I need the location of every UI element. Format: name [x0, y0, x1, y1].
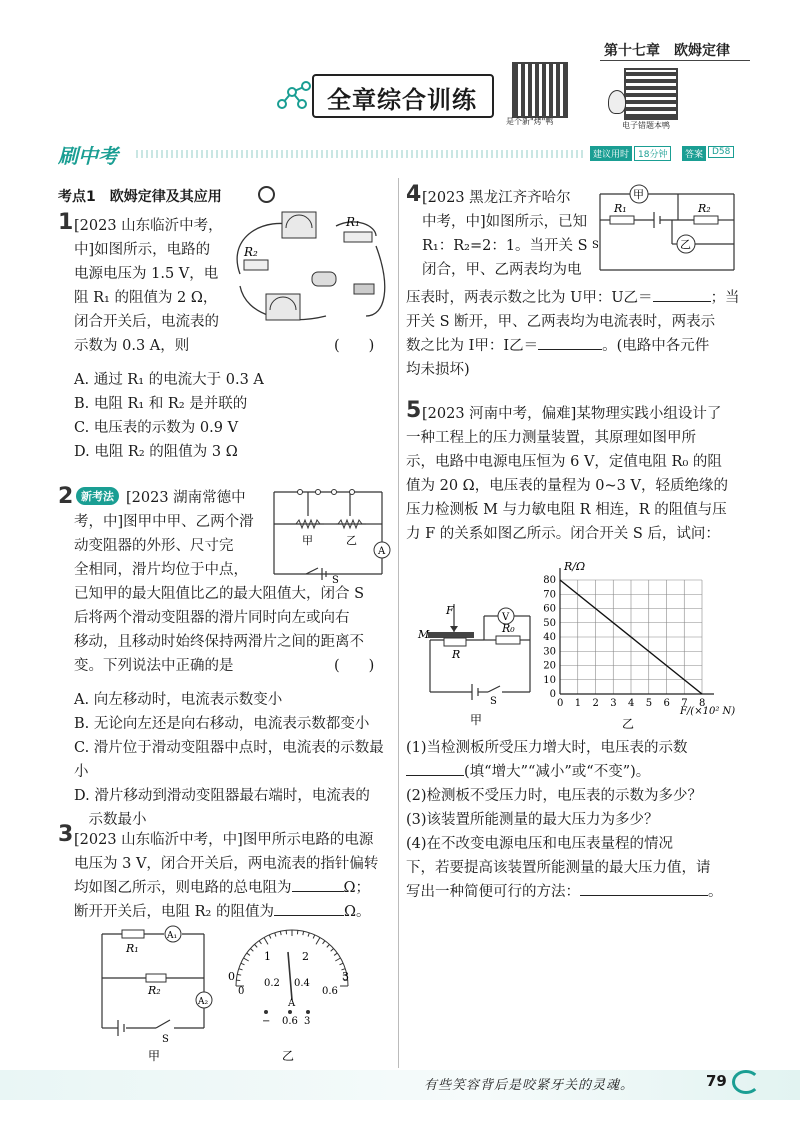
- chart-x-tick: 5: [645, 698, 653, 709]
- chart-ylabel: R/Ω: [564, 560, 586, 573]
- q3-term-06: 0.6: [282, 1016, 298, 1027]
- chart-y-tick: 60: [543, 603, 556, 615]
- dial-tick: [334, 953, 337, 955]
- q1-line: [2023 山东临沂中考，: [74, 218, 223, 234]
- chart-x-tick: 1: [574, 698, 582, 709]
- q4-line: R₁：R₂=2：1。当开关 S: [422, 238, 588, 254]
- page-number: 79: [706, 1072, 727, 1090]
- q4-circuit-figure: [592, 180, 742, 280]
- chart-y-tick: 40: [543, 632, 556, 643]
- q3-fig-s: S: [162, 1034, 169, 1045]
- q3-caption-left: 甲: [148, 1049, 161, 1063]
- q3-fig-a1: A₁: [167, 931, 178, 941]
- q3-caption-right: 乙: [282, 1049, 295, 1063]
- q2-option-c[interactable]: C. 滑片位于滑动变阻器中点时，电流表的示数最小: [74, 740, 384, 780]
- q3-line: 电压为 3 V，闭合开关后，两电流表的指针偏转: [74, 856, 379, 872]
- chart-x-tick: 4: [628, 698, 635, 709]
- q3-term-neg: −: [262, 1016, 271, 1027]
- q3-fig-a2: A₂: [198, 997, 209, 1007]
- dial-tick: [316, 938, 320, 945]
- qr2-caption: 电子错题本鸭: [622, 121, 670, 130]
- q1-line: 闭合开关后，电流表的: [74, 314, 219, 330]
- chapter-header: 第十七章 欧姆定律: [604, 43, 730, 59]
- q3-tick-bot-3: 0.6: [322, 986, 338, 997]
- q3-unit-2: Ω: [343, 904, 356, 920]
- qr-code-1[interactable]: [512, 62, 568, 118]
- q4-stem-bottom: [406, 286, 746, 382]
- q2-circuit-figure: [270, 484, 394, 584]
- q2-fig-a: A: [378, 546, 386, 557]
- banner-title: 全章综合训练: [327, 86, 477, 114]
- q5-line: 力 F 的关系如图乙所示。闭合开关 S 后，试问：: [406, 526, 720, 542]
- q4-line: 均未损坏): [406, 362, 470, 378]
- q3-number: 3: [58, 822, 74, 847]
- target-icon: [258, 186, 275, 203]
- q4-fig-r2: R₂: [698, 202, 711, 215]
- q3-line-3: [74, 876, 394, 900]
- dial-tick: [255, 944, 258, 947]
- topic-title: 考点1 欧姆定律及其应用: [58, 189, 222, 205]
- q1-circuit-figure: [226, 206, 392, 332]
- dial-tick: [264, 938, 268, 945]
- q5-sub-2: (2)检测板不受压力时，电压表的示数为多少？: [406, 788, 703, 804]
- chart-y-tick: 80: [543, 575, 556, 586]
- q1-line: 中]如图所示，电路的: [74, 242, 211, 258]
- q5-sub-3: (3)该装置所能测量的最大压力为多少？: [406, 812, 659, 828]
- dashed-divider: [136, 150, 584, 158]
- q2-line: 移动，且移动时始终保持两滑片之间的距离不: [74, 634, 364, 650]
- q1-bracket: ( ): [334, 338, 375, 354]
- q1-option-b[interactable]: B. 电阻 R₁ 和 R₂ 是并联的: [74, 396, 248, 412]
- q3-tick-bot-1: 0.2: [264, 978, 280, 989]
- molecule-icon: [276, 78, 316, 112]
- q2-number: 2: [58, 484, 74, 509]
- q2-stem-top: [74, 486, 274, 582]
- q5-stem: [406, 402, 752, 546]
- q2-line: 已知甲的最大阻值比乙的最大阻值大，闭合 S: [74, 586, 365, 602]
- q4-text: 数之比为 I甲：I乙＝: [406, 338, 539, 354]
- q5-line: 值为 20 Ω，电压表的量程为 0~3 V，轻质绝缘的: [406, 478, 728, 494]
- q5-blank-1[interactable]: [406, 775, 464, 776]
- q5-line: 压力检测板 M 与力敏电阻 R 相连，R 的阻值与压: [406, 502, 727, 518]
- time-value: 18分钟: [634, 146, 671, 161]
- q2-options: [74, 688, 394, 832]
- footer-band: [0, 1070, 800, 1100]
- dial-tick: [331, 949, 334, 952]
- q1-options: [74, 368, 264, 464]
- q2-fig-jia: 甲: [302, 534, 313, 547]
- dial-tick: [340, 963, 344, 965]
- q3-end: 。: [355, 904, 371, 920]
- column-divider: [398, 178, 399, 1068]
- dial-tick: [239, 969, 243, 970]
- q5-line: 一种工程上的压力测量装置，其原理如图甲所: [406, 430, 696, 446]
- q3-fig-r2: R₂: [148, 984, 161, 997]
- dial-tick: [269, 935, 271, 939]
- q2-bracket: ( ): [334, 658, 375, 674]
- q3-blank-2[interactable]: [274, 915, 344, 916]
- brand-label: 刷中考: [58, 144, 118, 168]
- q4-blank-1[interactable]: [653, 301, 711, 302]
- chart-xlabel: F/(×10² N): [680, 706, 736, 717]
- dial-tick: [303, 931, 304, 935]
- q4-fig-s: S: [592, 240, 599, 251]
- q5-number: 5: [406, 398, 422, 423]
- q3-tick-bot-0: 0: [238, 986, 245, 997]
- header-rule: [600, 60, 750, 61]
- q3-text: 均如图乙所示，则电路的总电阻为: [74, 880, 292, 896]
- chart-x-tick: 2: [592, 698, 599, 709]
- answer-value: D58: [708, 146, 734, 158]
- q5-device-figure: [414, 596, 542, 730]
- dial-tick: [259, 941, 261, 944]
- q4-fig-yi: 乙: [680, 238, 691, 251]
- q1-line: 示数为 0.3 A，则: [74, 338, 190, 354]
- q1-option-d[interactable]: D. 电阻 R₂ 的阻值为 3 Ω: [74, 444, 238, 460]
- q5-sub-4b: 下，若要提高该装置所能测量的最大压力值，请: [406, 860, 711, 876]
- dial-tick: [327, 944, 330, 947]
- q3-term-3: 3: [304, 1016, 311, 1027]
- q4-blank-2[interactable]: [538, 349, 602, 350]
- q4-line: 开关 S 断开，甲、乙两表均为电流表时，两表示: [406, 314, 716, 330]
- q1-line: 阻 R₁ 的阻值为 2 Ω，: [74, 290, 218, 306]
- q4-text: ；当: [710, 290, 740, 306]
- q5-fig-v: V: [502, 612, 510, 623]
- q1-fig-r2: R₂: [244, 245, 258, 259]
- q5-text: (填“增大”“减小”或“不变”)。: [464, 764, 651, 780]
- q2-option-a[interactable]: A. 向左移动时，电流表示数变小: [74, 692, 283, 708]
- q5-fig-m: M: [418, 628, 430, 641]
- dial-tick: [323, 941, 325, 944]
- q3-stem: [74, 828, 394, 924]
- dial-tick: [280, 931, 281, 935]
- q5-subquestions: [406, 736, 751, 904]
- q3-tick-top-0: 0: [228, 970, 235, 983]
- q1-option-a[interactable]: A. 通过 R₁ 的电流大于 0.3 A: [74, 372, 264, 388]
- dial-tick: [237, 974, 241, 975]
- q5-chart: [538, 560, 742, 732]
- q2-line: 考，中]图甲中甲、乙两个滑: [74, 514, 254, 530]
- q3-tick-bot-2: 0.4: [294, 978, 310, 989]
- q2-line: 后将两个滑动变阻器的滑片同时向左或向右: [74, 610, 350, 626]
- q5-line: 示，电路中电源电压恒为 6 V，定值电阻 R₀ 的阻: [406, 454, 722, 470]
- q1-fig-r1: R₁: [346, 215, 360, 229]
- q3-meter-a: A: [288, 998, 296, 1009]
- q3-sep: ；: [355, 880, 371, 896]
- chart-y-tick: 0: [549, 689, 556, 700]
- q3-text: 断开开关后，电阻 R₂ 的阻值为: [74, 904, 274, 920]
- q5-text: 写出一种简便可行的方法：: [406, 884, 580, 900]
- q4-text: 压表时，两表示数之比为 U甲：U乙＝: [406, 290, 653, 306]
- dial-tick: [313, 935, 315, 939]
- q3-tick-top-1: 1: [264, 950, 271, 963]
- q2-option-b[interactable]: B. 无论向左还是向右移动，电流表示数都变小: [74, 716, 370, 732]
- q5-line: [2023 河南中考，偏难]某物理实践小组设计了: [422, 406, 722, 422]
- q5-caption-left: 甲: [470, 713, 483, 727]
- q5-caption-right: 乙: [622, 717, 635, 731]
- q3-fig-r1: R₁: [126, 942, 139, 955]
- q5-sub-1b: [406, 760, 751, 784]
- q5-sub-4c: 写出一种简便可行的方法： 。: [406, 884, 723, 900]
- q4-number: 4: [406, 182, 422, 207]
- chart-x-tick: 3: [610, 698, 617, 709]
- q3-unit-1: Ω: [343, 880, 356, 896]
- chart-y-tick: 50: [543, 617, 556, 629]
- footer-motto: 有些笑容背后是咬紧牙关的灵魂。: [424, 1078, 635, 1093]
- q2-line: [2023 湖南常德中: [126, 490, 246, 506]
- q4-line: 闭合，甲、乙两表均为电: [422, 262, 582, 278]
- q4-fig-r1: R₁: [614, 202, 627, 215]
- chart-x-tick: 7: [681, 698, 688, 709]
- qr-code-2[interactable]: [624, 68, 678, 120]
- q2-fig-s: S: [332, 575, 339, 584]
- chart-x-tick: 8: [699, 698, 706, 709]
- dial-tick: [335, 958, 340, 961]
- chart-y-tick: 10: [543, 674, 556, 686]
- dial-tick: [250, 949, 253, 952]
- q5-sub-1: (1)当检测板所受压力增大时，电压表的示数: [406, 740, 688, 756]
- dial-tick: [308, 933, 309, 937]
- q1-number: 1: [58, 210, 74, 235]
- dial-tick: [275, 933, 276, 937]
- q5-fig-r: R: [452, 648, 461, 661]
- q5-fig-s: S: [490, 696, 497, 707]
- q3-tick-top-2: 2: [302, 950, 309, 963]
- q2-line: 动变阻器的外形、尺寸完: [74, 538, 234, 554]
- swirl-icon: [732, 1070, 760, 1094]
- q3-figure: [96, 924, 386, 1066]
- q5-fig-f: F: [446, 604, 454, 617]
- q2-new-tag: 新考法: [76, 487, 119, 505]
- q4-line-5: [406, 286, 746, 310]
- chart-y-tick: 70: [543, 589, 556, 601]
- chart-x-tick: 6: [663, 698, 670, 709]
- chart-y-tick: 30: [543, 646, 556, 658]
- mascot-icon: [608, 90, 626, 114]
- qr1-caption: 是个新"烤"鸭: [506, 117, 554, 126]
- dial-tick: [247, 953, 250, 955]
- q3-line: [2023 山东临沂中考，中]图甲所示电路的电源: [74, 832, 374, 848]
- q1-option-c[interactable]: C. 电压表的示数为 0.9 V: [74, 420, 239, 436]
- q4-line: [2023 黑龙江齐齐哈尔: [422, 190, 571, 206]
- q4-stem-top: [422, 186, 612, 282]
- q4-line-8: [406, 334, 746, 358]
- chart-x-tick: 0: [557, 698, 564, 709]
- q4-line: 中考，中]如图所示，已知: [422, 214, 588, 230]
- q5-fig-r0: R₀: [502, 622, 515, 635]
- answer-label: 答案: [682, 146, 706, 161]
- q3-blank-1[interactable]: [292, 891, 344, 892]
- q2-fig-yi: 乙: [346, 534, 357, 547]
- chart-y-tick: 20: [543, 660, 556, 672]
- time-label: 建议用时: [590, 146, 632, 161]
- q2-line: 变。下列说法中正确的是: [74, 658, 234, 674]
- q3-tick-top-3: 3: [342, 970, 349, 983]
- q4-text: 。(电路中各元件: [602, 338, 710, 354]
- q1-line: 电源电压为 1.5 V，电: [74, 266, 219, 282]
- q2-line: 全相同，滑片均位于中点，: [74, 562, 248, 578]
- q2-option-d-cont: 示数最小: [74, 812, 147, 828]
- q4-fig-jia: 甲: [633, 188, 644, 201]
- dial-tick: [241, 963, 245, 965]
- q5-blank-2[interactable]: [580, 895, 708, 896]
- q3-line-4: [74, 900, 394, 924]
- q2-option-d[interactable]: D. 滑片移动到滑动变阻器最右端时，电流表的: [74, 788, 370, 804]
- q5-sub-4: (4)在不改变电源电压和电压表量程的情况: [406, 836, 674, 852]
- q1-stem: [74, 214, 234, 358]
- dial-tick: [244, 958, 249, 961]
